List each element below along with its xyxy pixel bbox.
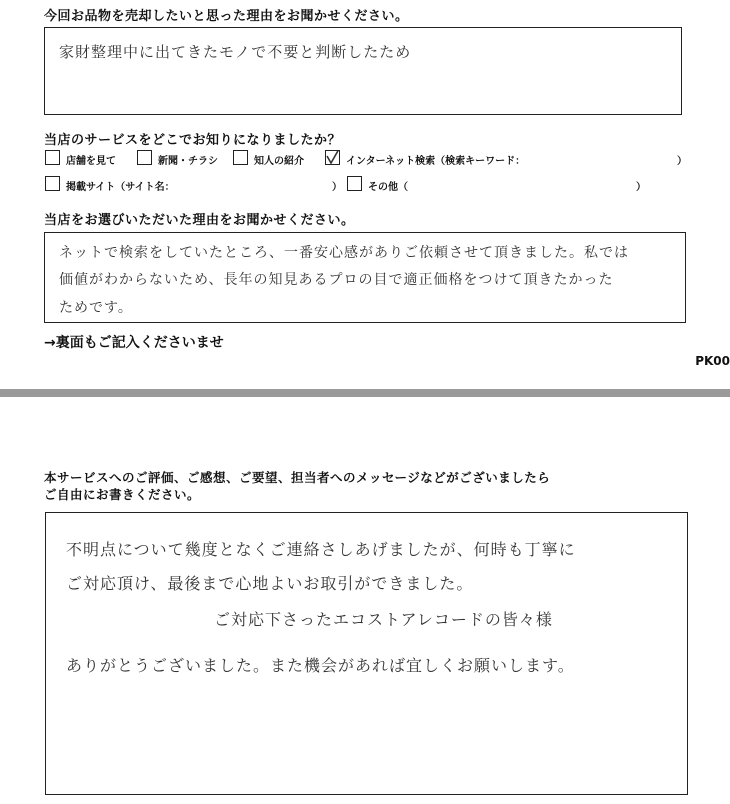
handwritten-answer-line: 価値がわからないため、長年の知見あるプロの目で適正価格をつけて頂きたかった xyxy=(59,272,614,288)
option-label-store: 店舗を見て xyxy=(66,156,116,167)
checkbox-listing-site xyxy=(45,176,60,191)
option-label-newspaper: 新聞・チラシ xyxy=(158,156,218,167)
option-label-internet-search: インターネット検索（検索キーワード： xyxy=(346,156,526,167)
form-sheet-back xyxy=(0,416,730,804)
handwritten-feedback-line: 不明点について幾度となくご連絡さしあげましたが、何時も丁寧に xyxy=(66,540,576,559)
answer-box-why-chose-us xyxy=(44,232,686,323)
back-side-note: →裏面もご記入くださいませ xyxy=(44,335,224,351)
divider-band xyxy=(0,389,730,397)
checkbox-acquaintance xyxy=(233,150,248,165)
question-why-chose-us: 当店をお選びいただいた理由をお聞かせください。 xyxy=(44,213,355,228)
answer-box-feedback xyxy=(45,512,688,795)
form-code: PK00 xyxy=(695,354,730,368)
handwritten-feedback-line: ご対応頂け、最後まで心地よいお取引ができました。 xyxy=(66,574,474,593)
question-reason-for-selling: 今回お品物を売却したいと思った理由をお聞かせください。 xyxy=(44,9,409,24)
checkbox-store xyxy=(45,150,60,165)
option-label-acquaintance: 知人の紹介 xyxy=(254,156,304,167)
checkbox-internet-search xyxy=(325,150,340,165)
page-divider xyxy=(0,382,730,416)
checkbox-newspaper xyxy=(137,150,152,165)
question-feedback-line-1: 本サービスへのご評価、ご感想、ご要望、担当者へのメッセージなどがございましたら xyxy=(44,470,551,485)
answer-box-reason-for-selling xyxy=(44,27,682,115)
option-paren-close: ） xyxy=(332,182,342,193)
question-feedback-line-2: ご自由にお書きください。 xyxy=(44,487,201,502)
form-sheet-front xyxy=(0,0,730,382)
option-paren-close: ） xyxy=(636,182,646,193)
handwritten-answer-line: ためです。 xyxy=(59,300,133,316)
option-label-other: その他（ xyxy=(368,182,408,193)
handwritten-feedback-line: ご対応下さったエコストアレコードの皆々様 xyxy=(214,610,553,629)
handwritten-answer-line: ネットで検索をしていたところ、一番安心感がありご依頼させて頂きました。私では xyxy=(59,245,629,261)
checkmark-icon xyxy=(326,151,339,164)
question-how-found: 当店のサービスをどこでお知りになりましたか？ xyxy=(44,133,342,148)
handwritten-answer-reason-for-selling: 家財整理中に出てきたモノで不要と判断したため xyxy=(59,43,412,61)
handwritten-feedback-line: ありがとうございました。また機会があれば宜しくお願いします。 xyxy=(66,656,575,675)
checkbox-other xyxy=(347,176,362,191)
redaction-block xyxy=(56,605,206,629)
option-paren-close: ） xyxy=(677,156,687,167)
option-label-listing-site: 掲載サイト（サイト名： xyxy=(66,182,175,193)
